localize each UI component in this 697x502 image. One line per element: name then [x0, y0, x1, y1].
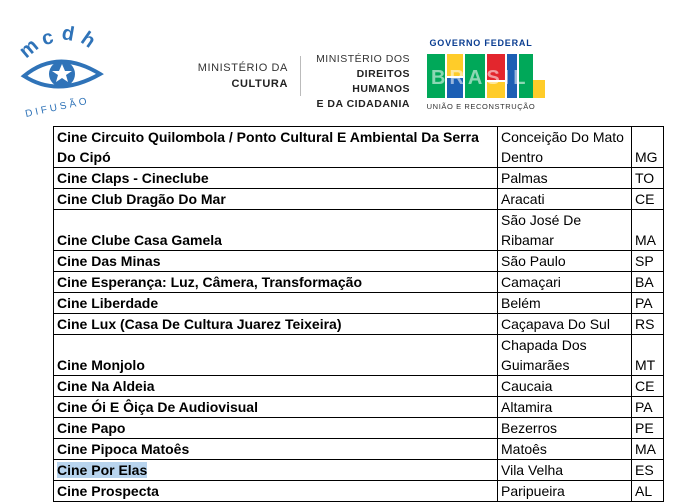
cell-name-text: Do Cipó — [57, 149, 111, 165]
cell-name-text: Cine Ói E Ôiça De Audiovisual — [57, 399, 258, 415]
cell-name-text: Cine Por Elas — [57, 462, 148, 478]
cell-uf-text: MT — [635, 357, 656, 373]
table-row — [54, 439, 664, 460]
document-header — [0, 0, 697, 122]
cell-uf-text: PE — [635, 420, 654, 436]
mcdh-difusao-text: DIFUSÃO — [24, 95, 91, 120]
cell-city — [498, 210, 632, 251]
cell-uf-text: RS — [635, 316, 655, 332]
cell-uf-text: TO — [635, 170, 655, 186]
cell-city — [498, 189, 632, 210]
cell-uf-text: MG — [635, 149, 658, 165]
cell-uf-text: AL — [635, 483, 653, 499]
table-row — [54, 127, 664, 168]
cell-city-text: Dentro — [501, 149, 544, 165]
cell-name-text: Cine Circuito Quilombola / Ponto Cultural E Ambiental Da Serra — [57, 129, 479, 145]
cell-city — [498, 439, 632, 460]
cell-name — [54, 335, 498, 376]
cell-city — [498, 168, 632, 189]
cell-uf-text: PA — [635, 295, 653, 311]
mcdh-letter-m: m — [15, 34, 43, 63]
cell-name — [54, 293, 498, 314]
cell-name-text: Cine Claps - Cineclube — [57, 170, 209, 186]
cell-city-text: Bezerros — [501, 420, 558, 436]
cell-uf — [632, 127, 664, 168]
cell-uf — [632, 210, 664, 251]
cell-uf-text: CE — [635, 378, 655, 394]
table-row — [54, 460, 664, 481]
cell-name — [54, 210, 498, 251]
ministerio-cultura-line-2: CULTURA — [231, 78, 288, 90]
ministerio-dh-line-1: MINISTÉRIO DOS — [316, 53, 410, 65]
cell-name — [54, 439, 498, 460]
cell-name-text: Cine Das Minas — [57, 253, 161, 269]
table-row — [54, 397, 664, 418]
cell-city — [498, 251, 632, 272]
cell-uf-text: ES — [635, 462, 654, 478]
cell-city-text: Matoês — [501, 441, 547, 457]
cell-city-text: Caucaia — [501, 378, 553, 394]
table-row — [54, 168, 664, 189]
cell-uf — [632, 168, 664, 189]
cell-city-text: Paripueira — [501, 483, 565, 499]
cell-city — [498, 314, 632, 335]
cell-city-text: Vila Velha — [501, 462, 564, 478]
cell-name-text: Cine Liberdade — [57, 295, 159, 311]
cell-city-text: Palmas — [501, 170, 548, 186]
table-row — [54, 251, 664, 272]
cell-name-text: Cine Club Dragão Do Mar — [57, 191, 226, 207]
cell-city-text: Aracati — [501, 191, 545, 207]
cell-city-text: Altamira — [501, 399, 553, 415]
brasil-text: BRASIL — [431, 67, 530, 89]
cell-city — [498, 127, 632, 168]
cell-city — [498, 376, 632, 397]
cell-city-text: Chapada Dos — [501, 337, 587, 353]
cell-uf-text: MA — [635, 232, 656, 248]
table-body — [54, 127, 664, 502]
mcdh-letter-h: h — [76, 27, 100, 53]
cell-name — [54, 168, 498, 189]
cell-city-text: Belém — [501, 295, 541, 311]
cell-name — [54, 127, 498, 168]
cell-uf — [632, 439, 664, 460]
ministerio-direitos-humanos-logo — [300, 52, 410, 112]
cell-name — [54, 481, 498, 502]
cell-city — [498, 481, 632, 502]
cell-uf — [632, 272, 664, 293]
cell-name — [54, 314, 498, 335]
cell-name-text: Cine Papo — [57, 420, 126, 436]
brasil-wordmark — [427, 50, 549, 102]
cell-city-text: Ribamar — [501, 232, 554, 248]
cell-name-text: Cine Monjolo — [57, 357, 145, 373]
ministerio-cultura-logo — [192, 60, 288, 92]
cell-name — [54, 376, 498, 397]
table-row — [54, 189, 664, 210]
governo-federal-title: GOVERNO FEDERAL — [429, 38, 533, 48]
table-row — [54, 293, 664, 314]
cell-name-text: Cine Lux (Casa De Cultura Juarez Teixeira) — [57, 316, 342, 332]
cell-name — [54, 251, 498, 272]
cell-name-text: Cine Na Aldeia — [57, 378, 155, 394]
cell-city-text: Conceição Do Mato — [501, 129, 624, 145]
cell-city — [498, 272, 632, 293]
cell-uf-text: CE — [635, 191, 655, 207]
table-row — [54, 418, 664, 439]
cell-uf — [632, 460, 664, 481]
table-row — [54, 210, 664, 251]
table-row — [54, 481, 664, 502]
uniao-reconstrucao-tagline: UNIÃO E RECONSTRUÇÃO — [426, 102, 536, 111]
table-row — [54, 272, 664, 293]
mcdh-letter-d: d — [60, 22, 77, 46]
cell-uf-text: PA — [635, 399, 653, 415]
cell-uf-text: MA — [635, 441, 656, 457]
cell-name-text: Cine Clube Casa Gamela — [57, 232, 222, 248]
cell-city-text: Camaçari — [501, 274, 561, 290]
cell-city — [498, 397, 632, 418]
table-row — [54, 376, 664, 397]
cell-city — [498, 418, 632, 439]
cell-city-text: São José De — [501, 212, 582, 228]
cell-name — [54, 460, 498, 481]
cell-city-text: Guimarães — [501, 357, 570, 373]
cell-uf — [632, 335, 664, 376]
cell-uf-text: BA — [635, 274, 654, 290]
cell-uf — [632, 418, 664, 439]
ministerio-cultura-line-1: MINISTÉRIO DA — [197, 62, 288, 74]
cell-uf — [632, 314, 664, 335]
cell-city — [498, 335, 632, 376]
cell-uf — [632, 376, 664, 397]
table-row — [54, 314, 664, 335]
cell-uf — [632, 481, 664, 502]
cell-city-text: Caçapava Do Sul — [501, 316, 610, 332]
cell-name-text: Cine Esperança: Luz, Câmera, Transformação — [57, 274, 362, 290]
cell-uf — [632, 189, 664, 210]
cell-uf — [632, 251, 664, 272]
ministerio-dh-line-3: E DA CIDADANIA — [316, 98, 410, 110]
cell-name — [54, 272, 498, 293]
cell-name-text: Cine Pipoca Matoês — [57, 441, 190, 457]
ministerio-dh-line-2: DIREITOS HUMANOS — [352, 68, 410, 95]
cell-uf-text: SP — [635, 253, 654, 269]
cell-city-text: São Paulo — [501, 253, 566, 269]
cell-city — [498, 293, 632, 314]
cell-name — [54, 189, 498, 210]
mcdh-difusao-logo — [15, 22, 110, 120]
mcdh-letter-c: c — [39, 26, 56, 51]
cell-city — [498, 460, 632, 481]
table-row — [54, 335, 664, 376]
cell-name — [54, 418, 498, 439]
cell-uf — [632, 293, 664, 314]
cineclubes-table — [53, 126, 664, 502]
cell-uf — [632, 397, 664, 418]
cell-name-text: Cine Prospecta — [57, 483, 159, 499]
cell-name — [54, 397, 498, 418]
governo-federal-logo — [425, 38, 555, 116]
